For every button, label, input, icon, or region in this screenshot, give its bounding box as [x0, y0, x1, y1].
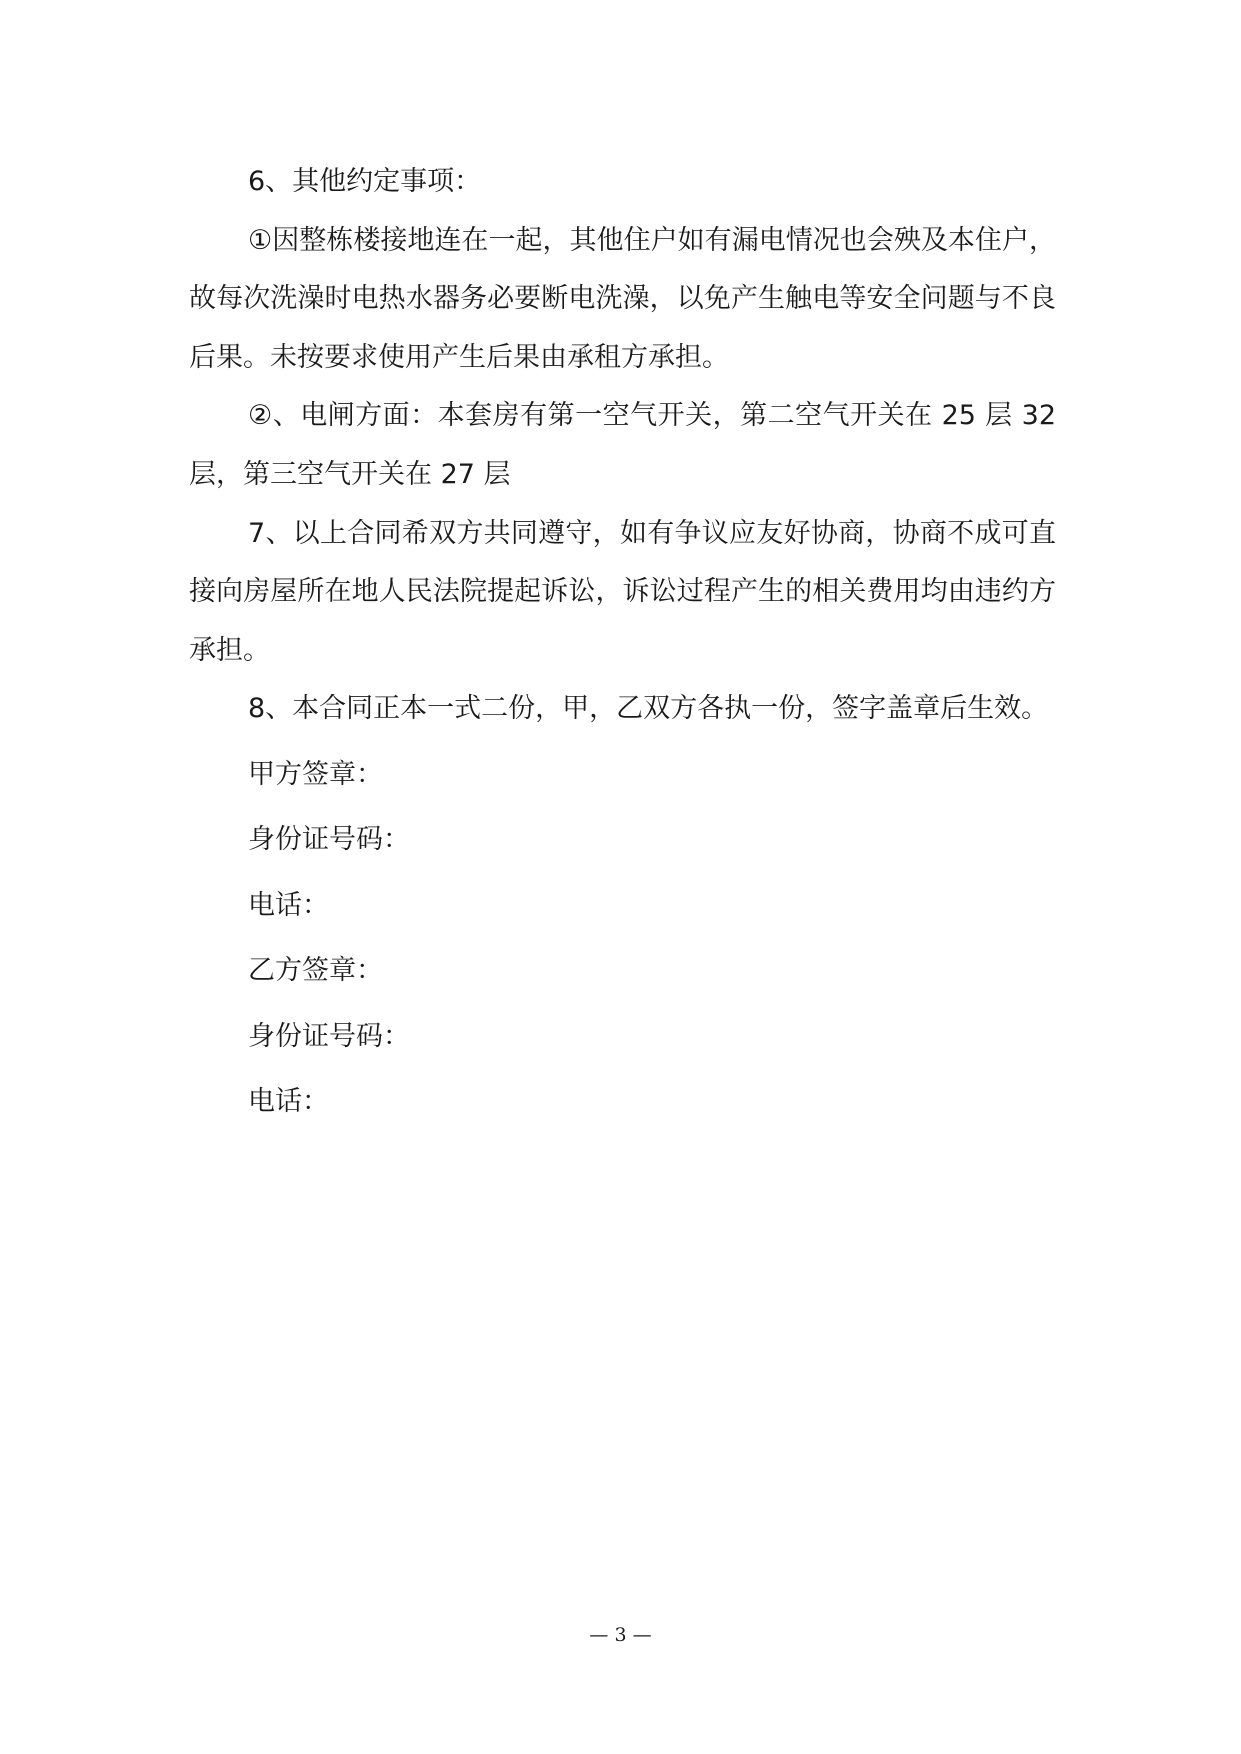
clause-6-item-2: ②、电闸方面：本套房有第一空气开关，第二空气开关在 25 层 32 层，第三空气开关在 27 层 — [189, 400, 1056, 490]
party-b-signature-label: 乙方签章： — [248, 955, 383, 987]
clause-6-heading: 6、其他约定事项： — [248, 166, 482, 197]
party-b-phone-label: 电话： — [248, 1086, 329, 1118]
party-a-phone-label: 电话： — [248, 889, 329, 921]
signature-block — [189, 742, 1056, 1135]
document-body — [189, 153, 1056, 1135]
party-a-signature-label: 甲方签章： — [248, 758, 383, 790]
party-a-id-label: 身份证号码： — [248, 824, 410, 856]
clause-6-item-1: ①因整栋楼接地连在一起，其他住户如有漏电情况也会殃及本住户，故每次洗澡时电热水器务必要断电洗澡，以免产生触电等安全问题与不良后果。未按要求使用产生后果由承租方承担。 — [189, 224, 1056, 373]
clause-8: 8、本合同正本一式二份，甲，乙双方各执一份，签字盖章后生效。 — [248, 693, 1049, 725]
party-b-id-label: 身份证号码： — [248, 1020, 410, 1052]
page-number: — 3 — — [589, 1624, 652, 1646]
clause-7: 7、以上合同希双方共同遵守，如有争议应友好协商，协商不成可直接向房屋所在地人民法院提起诉讼，诉讼过程产生的相关费用均由违约方承担。 — [189, 517, 1056, 666]
